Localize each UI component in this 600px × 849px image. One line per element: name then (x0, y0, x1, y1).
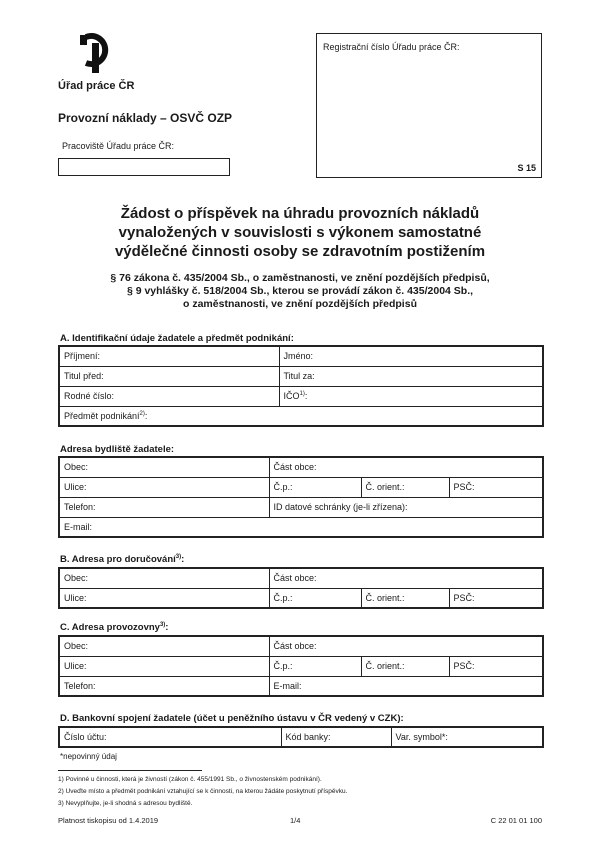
business-house-no-field[interactable]: Č.p.: (269, 656, 361, 676)
title-before-field[interactable]: Titul před: (59, 366, 279, 386)
residence-municipality-field[interactable]: Obec: (59, 457, 269, 477)
footnote-divider (58, 770, 202, 771)
residence-district-field[interactable]: Část obce: (269, 457, 543, 477)
required-note: *nepovinný údaj (60, 752, 117, 761)
workplace-field[interactable] (58, 158, 230, 176)
residence-phone-field[interactable]: Telefon: (59, 497, 269, 517)
ico-field[interactable]: IČO$^{1)}$: (279, 386, 543, 406)
section-c-table (58, 635, 544, 697)
delivery-orient-no-field[interactable]: Č. orient.: (361, 588, 449, 608)
birth-number-field[interactable]: Rodné číslo: (59, 386, 279, 406)
legal-line-3: o zaměstnanosti, ve znění pozdějších předpisů (183, 298, 417, 310)
residence-email-field[interactable]: E-mail: (59, 517, 543, 537)
business-zip-field[interactable]: PSČ: (449, 656, 543, 676)
title-after-field[interactable]: Titul za: (279, 366, 543, 386)
title-line-3: výdělečné činnosti osoby se zdravotním postižením (114, 243, 486, 260)
delivery-municipality-field[interactable]: Obec: (59, 568, 269, 588)
first-name-field[interactable]: Jméno: (279, 346, 543, 366)
registration-box[interactable] (316, 33, 542, 178)
delivery-district-field[interactable]: Část obce: (269, 568, 543, 588)
legal-line-2: § 9 vyhlášky č. 518/2004 Sb., kterou se provádí zákon č. 435/2004 Sb., (126, 285, 474, 297)
residence-house-no-field[interactable]: Č.p.: (269, 477, 361, 497)
residence-zip-field[interactable]: PSČ: (449, 477, 543, 497)
residence-title: Adresa bydliště žadatele: (60, 444, 175, 455)
delivery-zip-field[interactable]: PSČ: (449, 588, 543, 608)
section-b-table (58, 567, 544, 609)
delivery-street-field[interactable]: Ulice: (59, 588, 269, 608)
section-d-title: D. Bankovní spojení žadatele (účet u peněžního ústavu v ČR vedený v CZK): (60, 713, 404, 724)
org-name: Úřad práce ČR (58, 80, 135, 92)
business-street-field[interactable]: Ulice: (59, 656, 269, 676)
bank-code-field[interactable]: Kód banky: (281, 727, 391, 747)
delivery-house-no-field[interactable]: Č.p.: (269, 588, 361, 608)
section-b-title: B. Adresa pro doručování$^{3)}$: (60, 554, 185, 566)
legal-line-1: § 76 zákona č. 435/2004 Sb., o zaměstnanosti, ve znění pozdějších předpisů, (110, 272, 490, 284)
business-phone-field[interactable]: Telefon: (59, 676, 269, 696)
form-validity: Platnost tiskopisu od 1.4.2019 (58, 816, 159, 825)
urad-prace-logo-icon (78, 33, 118, 75)
footnote-3: 3) Nevyplňujte, je-li shodná s adresou bydliště. (58, 800, 193, 807)
title-line-2: vynaložených v souvislosti s výkonem samostatné (118, 224, 482, 241)
account-number-field[interactable]: Číslo účtu: (59, 727, 281, 747)
surname-field[interactable]: Příjmení: (59, 346, 279, 366)
form-type-heading: Provozní náklady – OSVČ OZP (58, 111, 233, 125)
section-a-table (58, 345, 544, 427)
business-district-field[interactable]: Část obce: (269, 636, 543, 656)
variable-symbol-field[interactable]: Var. symbol*: (391, 727, 543, 747)
footnote-1: 1) Povinné u činnosti, která je živností (zákon č. 455/1991 Sb., o živnostenském podnikání). (58, 776, 322, 783)
registration-label: Registrační číslo Úřadu práce ČR: (323, 42, 460, 52)
legal-basis (58, 272, 542, 311)
business-email-field[interactable]: E-mail: (269, 676, 543, 696)
page-number: 1/4 (290, 816, 301, 825)
document-title (58, 204, 542, 261)
form-code: S 15 (517, 163, 536, 173)
business-subject-field[interactable]: Předmět podnikání$^{2)}$: (59, 406, 543, 426)
residence-table (58, 456, 544, 538)
business-municipality-field[interactable]: Obec: (59, 636, 269, 656)
section-c-title: C. Adresa provozovny$^{3)}$: (60, 622, 169, 634)
workplace-label: Pracoviště Úřadu práce ČR: (62, 141, 175, 151)
residence-street-field[interactable]: Ulice: (59, 477, 269, 497)
footnote-2: 2) Uveďte místo a předmět podnikání vztahující se k činnosti, na kterou žádáte poskytnutí příspěvku. (58, 788, 348, 795)
title-line-1: Žádost o příspěvek na úhradu provozních nákladů (120, 205, 480, 222)
section-d-table (58, 726, 544, 748)
business-orient-no-field[interactable]: Č. orient.: (361, 656, 449, 676)
residence-data-box-field[interactable]: ID datové schránky (je-li zřízena): (269, 497, 543, 517)
section-a-title: A. Identifikační údaje žadatele a předmět podnikání: (60, 333, 294, 344)
form-number: C 22 01 01 100 (490, 816, 542, 825)
residence-orient-no-field[interactable]: Č. orient.: (361, 477, 449, 497)
